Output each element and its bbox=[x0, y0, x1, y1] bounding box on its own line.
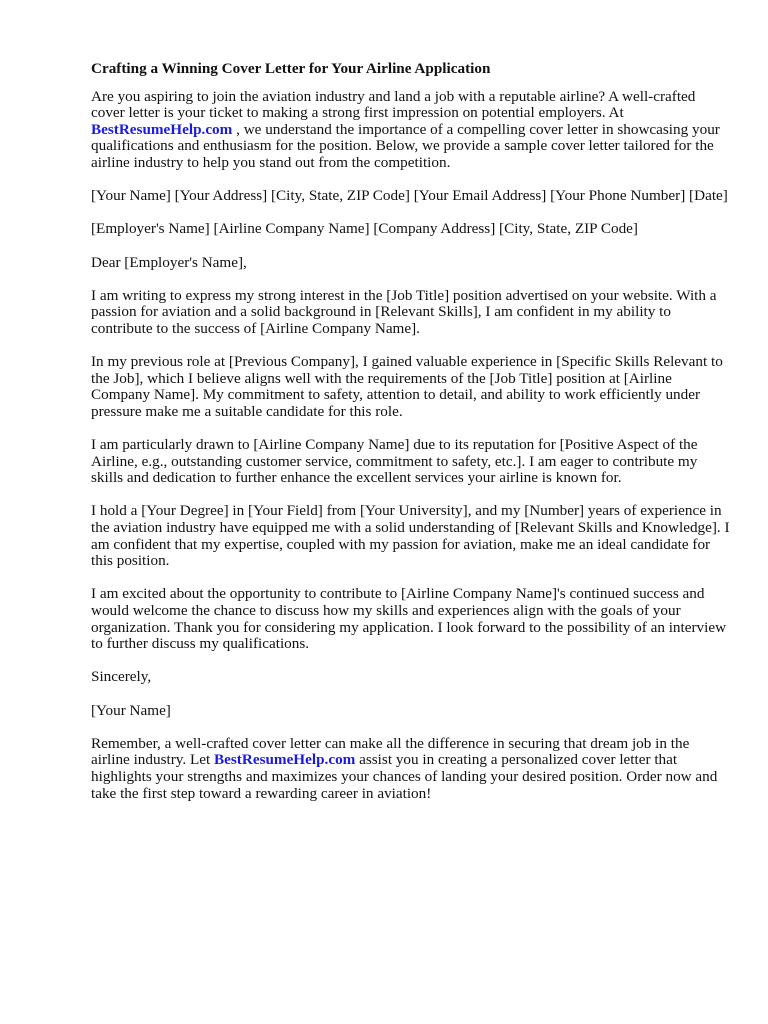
signature: [Your Name] bbox=[91, 701, 171, 719]
body-paragraph-3: I am particularly drawn to [Airline Company Name] due to its reputation for [Positive Aspect of the Airline, e.g., outstanding customer service, commitment to safety, etc.]. I am eager to contribute my skills and dedication to further enhance the excellent services your airline is known for. bbox=[91, 436, 698, 487]
outro-paragraph bbox=[91, 736, 731, 802]
salutation: Dear [Employer's Name], bbox=[91, 253, 247, 271]
outro-text-after-link: assist you in creating a personalized cover letter that highlights your strengths and maximizes your chances of landing your desired position. Order now and take the first step toward a rewarding career in aviation! bbox=[91, 751, 718, 802]
body-paragraph-4: I hold a [Your Degree] in [Your Field] from [Your University], and my [Number] years of experience in the aviation industry have equipped me with a solid understanding of [Relevant Skills and Knowledge]. I am confident that my expertise, coupled with my passion for aviation, make me an ideal candidate for this position. bbox=[91, 502, 730, 570]
recipient-block: [Employer's Name] [Airline Company Name] [Company Address] [City, State, ZIP Code] bbox=[91, 220, 638, 238]
sender-block: [Your Name] [Your Address] [City, State, ZIP Code] [Your Email Address] [Your Phone Number] [Date] bbox=[91, 187, 728, 205]
intro-bestresumehelp-link[interactable]: BestResumeHelp.com bbox=[91, 120, 233, 138]
closing: Sincerely, bbox=[91, 668, 152, 686]
intro-text-after-link: , we understand the importance of a compelling cover letter in showcasing your qualifications and enthusiasm for the position. Below, we provide a sample cover letter tailored for the airline industry to help you stand out from the competition. bbox=[91, 120, 720, 171]
body-paragraph-2: In my previous role at [Previous Company], I gained valuable experience in [Specific Skills Relevant to the Job], which I believe aligns well with the requirements of the [Job Title] position at [Airline Company Name]. My commitment to safety, attention to detail, and ability to work efficiently under pressure make me a suitable candidate for this role. bbox=[91, 353, 723, 420]
document-page bbox=[91, 61, 731, 819]
outro-bestresumehelp-link[interactable]: BestResumeHelp.com bbox=[214, 751, 356, 769]
intro-paragraph bbox=[91, 89, 731, 172]
body-paragraph-5: I am excited about the opportunity to contribute to [Airline Company Name]'s continued success and would welcome the chance to discuss how my skills and experiences align with the goals of your organization. Thank you for considering my application. I look forward to the possibility of an interview to further discuss my qualifications. bbox=[91, 585, 727, 653]
document-title: Crafting a Winning Cover Letter for Your Airline Application bbox=[91, 60, 491, 77]
intro-text-before-link: Are you aspiring to join the aviation industry and land a job with a reputable airline? A well-crafted cover letter is your ticket to making a strong first impression on potential employers. At bbox=[91, 87, 696, 122]
body-paragraph-1: I am writing to express my strong interest in the [Job Title] position advertised on your website. With a passion for aviation and a solid background in [Relevant Skills], I am confident in my ability to contribute to the success of [Airline Company Name]. bbox=[91, 286, 717, 337]
outro-text-before-link: Remember, a well-crafted cover letter can make all the difference in securing that dream job in the airline industry. Let bbox=[91, 734, 690, 769]
